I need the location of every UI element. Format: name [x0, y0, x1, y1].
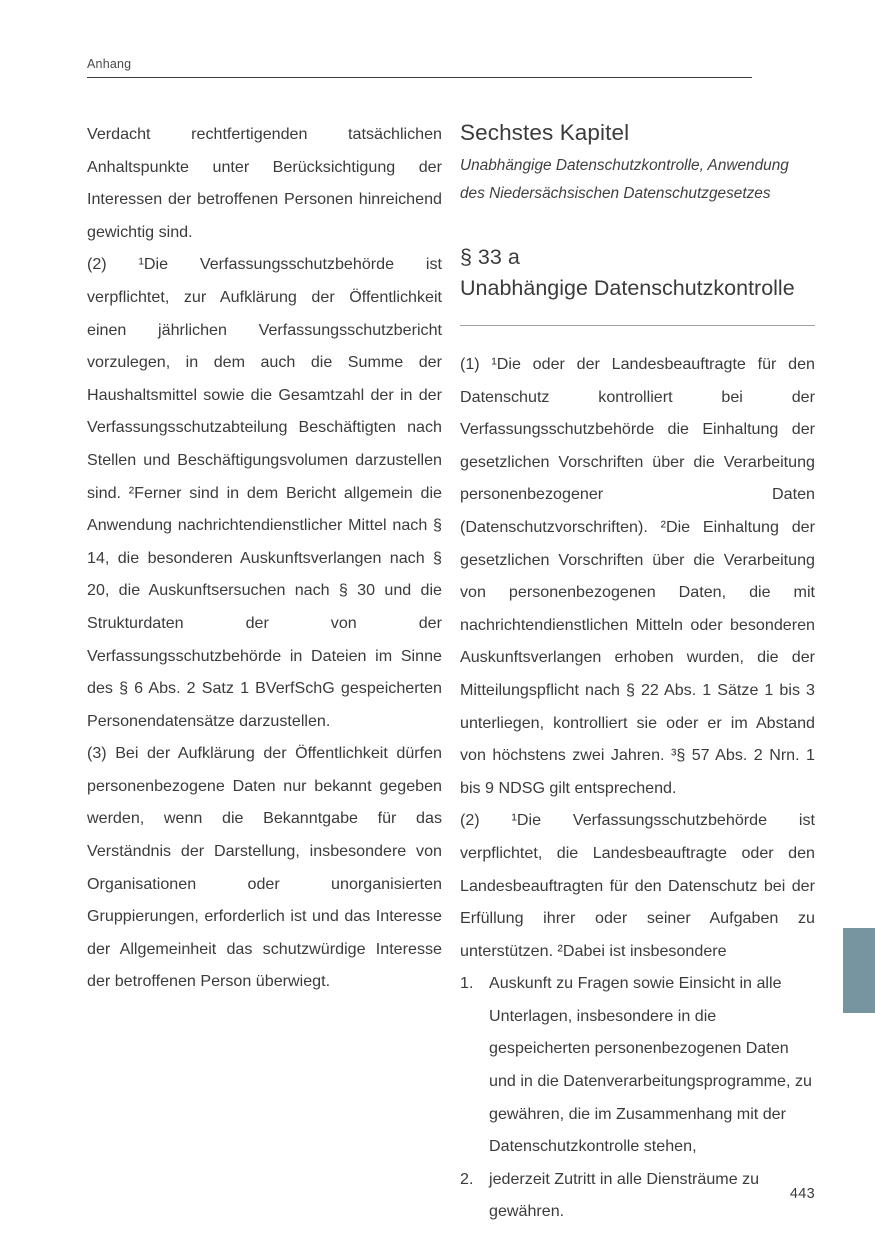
running-head-label: Anhang — [87, 57, 132, 71]
paragraph-heading — [460, 242, 815, 303]
list-item-number: 2. — [460, 1169, 474, 1188]
list-item-text: Auskunft zu Fragen sowie Einsicht in alle Unterlagen, insbesondere in die gespeicherten personenbezogenen Daten und in die Datenverarbeitungsprogramme, zu gewähren, die im Zusammenhang mit der Datenschutzkontrolle stehen, — [489, 974, 812, 1156]
paragraph: (3) Bei der Aufklärung der Öffentlichkeit dürfen personenbezogene Daten nur bekannt gegeben werden, wenn die Bekanntgabe für das Verständnis der Darstellung, insbesondere von Organisationen oder unorganisierten Gruppierungen, erforderlich ist und das Interesse der Allgemeinheit das schutzwürdige Interesse der betroffenen Person überwiegt. — [87, 744, 442, 991]
chapter-subtitle: Unabhängige Datenschutzkontrolle, Anwendung des Niedersächsischen Datenschutzgesetzes — [460, 157, 789, 202]
paragraph-number: § 33 a — [460, 245, 520, 269]
edge-index-tab — [843, 928, 875, 1013]
chapter-title: Sechstes Kapitel — [460, 120, 630, 145]
page-number: 443 — [789, 1186, 815, 1202]
paragraph: (1) ¹Die oder der Landesbeauftragte für den Datenschutz kontrolliert bei der Verfassungsschutzbehörde die Einhaltung der gesetzlichen Vorschriften über die Verarbeitung personenbezogener Daten (Datenschutzvorschriften). ²Die Einhaltung der gesetzlichen Vorschriften über die Verarbeitung von personenbezogenen Daten, die mit nachrichtendienstlichen Mitteln oder besonderen Auskunftsverlangen erhoben wurden, die der Mitteilungspflicht nach § 22 Abs. 1 Sätze 1 bis 3 unterliegen, kontrolliert sie oder er im Abstand von höchstens zwei Jahren. ³§ 57 Abs. 2 Nrn. 1 bis 9 NDSG gilt entsprechend. — [460, 355, 815, 797]
right-column — [460, 118, 815, 1228]
running-head — [87, 56, 752, 78]
paragraph: Verdacht rechtfertigenden tatsächlichen Anhaltspunkte unter Berücksichtigung der Interessen der betroffenen Personen hinreichend gewichtig sind. — [87, 125, 442, 241]
paragraph: (2) ¹Die Verfassungsschutzbehörde ist verpflichtet, die Landesbeauftragte oder den Landesbeauftragten für den Datenschutz bei der Erfüllung ihrer oder seiner Aufgaben zu unterstützen. ²Dabei ist insbesondere — [460, 811, 815, 960]
paragraph: (2) ¹Die Verfassungsschutzbehörde ist verpflichtet, zur Aufklärung der Öffentlichkeit einen jährlichen Verfassungsschutzbericht vorzulegen, in dem auch die Summe der Haushaltsmittel sowie die Gesamtzahl der in der Verfassungsschutzabteilung Beschäftigten nach Stellen und Beschäftigungsvolumen darzustellen sind. ²Ferner sind in dem Bericht allgemein die Anwendung nachrichtendienstlicher Mittel nach § 14, die besonderen Auskunftsverlangen nach § 20, die Auskunftsersuchen nach § 30 und die Strukturdaten der von der Verfassungsschutzbehörde in Dateien im Sinne des § 6 Abs. 2 Satz 1 BVerfSchG gespeicherten Personendatensätze darzustellen. — [87, 255, 442, 730]
list-item — [460, 967, 815, 1163]
heading-rule — [460, 325, 815, 326]
body-columns — [87, 118, 815, 1228]
paragraph-title: Unabhängige Datenschutzkontrolle — [460, 275, 795, 300]
running-head-rule — [87, 77, 752, 78]
list-item-number: 1. — [460, 974, 474, 993]
left-column — [87, 118, 442, 1228]
list-item-text: jederzeit Zutritt in alle Diensträume zu gewähren. — [489, 1169, 760, 1221]
